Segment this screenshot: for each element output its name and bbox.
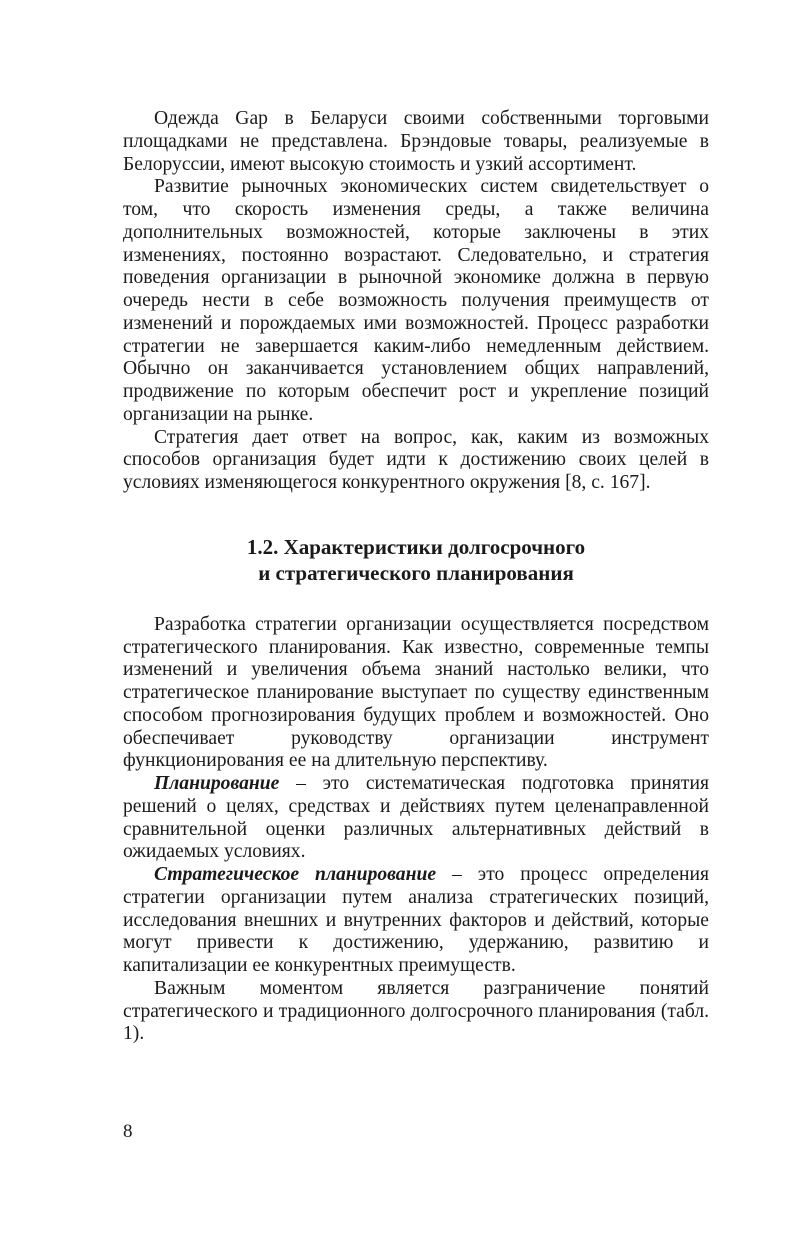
paragraph-planning-definition [123, 773, 709, 864]
section-heading-line-1: 1.2. Характеристики долгосрочного [246, 534, 586, 559]
planning-definition-text: – это систематическая подготовка принятия решений о целях, средствах и действиях путем целенаправленной сравнительной оценки различных альтернативных действий в ожидаемых условиях. [123, 773, 709, 863]
paragraph-strategy-answer: Стратегия дает ответ на вопрос, как, каким из возможных способов организация будет идти к достижению своих целей в условиях изменяющегося конкурентного окружения [8, с. 167]. [123, 426, 709, 493]
paragraph-gap-clothing: Одежда Gap в Беларуси своими собственными торговыми площадками не представлена. Брэндовые товары, реализуемые в Белоруссии, имеют высокую стоимость и узкий ассортимент. [123, 108, 709, 175]
page-number: 8 [123, 1121, 133, 1142]
section-heading-line-2: и стратегического планирования [258, 560, 574, 585]
paragraph-planning-distinction: Важным моментом является разграничение понятий стратегического и традиционного долгосрочного планирования (табл. 1). [123, 977, 709, 1045]
strategic-planning-definition-text: – это процесс определения стратегии организации путем анализа стратегических позиций, исследования внешних и внутренних факторов и действий, которые могут привести к достижению, удержанию, развитию и капитализации ее конкурентных преимуществ. [123, 864, 709, 976]
paragraph-strategic-planning-definition [123, 864, 709, 978]
term-strategic-planning: Стратегическое планирование [154, 864, 437, 885]
page-body [123, 108, 709, 1046]
section-heading [123, 534, 709, 586]
paragraph-strategy-development: Разработка стратегии организации осуществляется посредством стратегического планирования. Как известно, современные темпы изменений и увеличения объема знаний настолько велики, что стратегическое планирование выступает по существу единственным способом прогнозирования будущих проблем и возможностей. Оно обеспечивает руководству организации инструмент функционирования ее на длительную перспективу. [123, 613, 709, 772]
paragraph-market-development: Развитие рыночных экономических систем свидетельствует о том, что скорость изменения среды, а также величина дополнительных возможностей, которые заключены в этих изменениях, постоянно возрастают. Следовательно, и стратегия поведения организации в рыночной экономике должна в первую очередь нести в себе возможность получения преимуществ от изменений и порождаемых ими возможностей. Процесс разработки стратегии не завершается каким-либо немедленным действием. Обычно он заканчивается установлением общих направлений, продвижение по которым обеспечит рост и укрепление позиций организации на рынке. [123, 176, 709, 425]
term-planning: Планирование [154, 773, 280, 794]
